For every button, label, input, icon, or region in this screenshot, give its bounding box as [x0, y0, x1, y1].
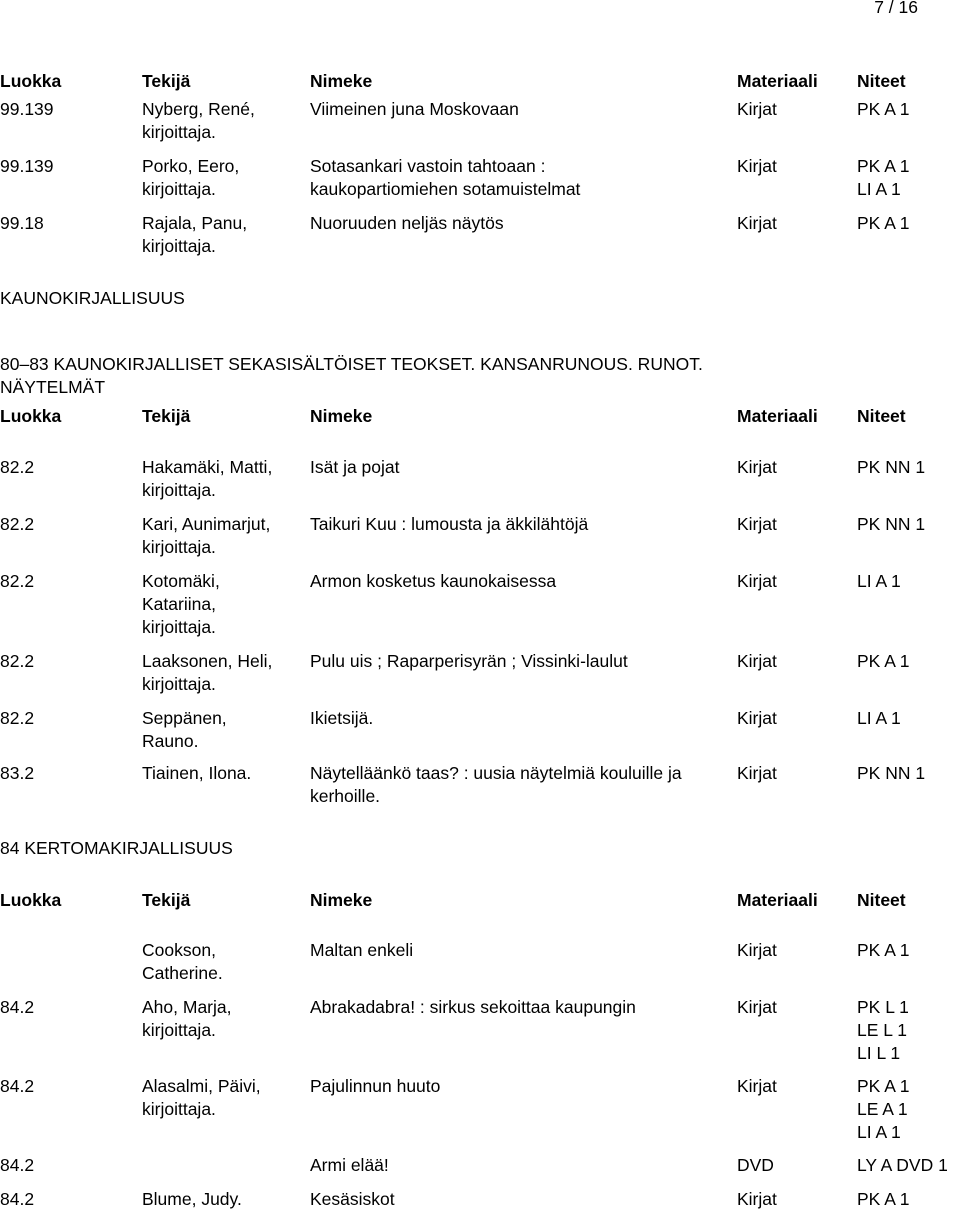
cell-tekija: [142, 707, 227, 753]
cell-niteet: PK A 1: [857, 651, 910, 671]
page-number: 7 / 16: [874, 0, 918, 17]
nimeke-line: kerhoille.: [310, 786, 381, 806]
tekija-line: Hakamäki, Matti,: [142, 457, 273, 477]
header-tekija: Tekijä: [142, 406, 191, 426]
cell-nimeke: Ikietsijä.: [310, 708, 374, 728]
cell-tekija: Tiainen, Ilona.: [142, 763, 252, 783]
cell-materiaali: Kirjat: [737, 940, 777, 960]
cell-niteet: [857, 155, 910, 201]
cell-luokka: 82.2: [0, 457, 35, 477]
tekija-line: Rajala, Panu,: [142, 213, 248, 233]
cell-materiaali: Kirjat: [737, 457, 777, 477]
cell-nimeke: Taikuri Kuu : lumousta ja äkkilähtöjä: [310, 514, 589, 534]
header-luokka: Luokka: [0, 890, 62, 910]
cell-tekija: [142, 98, 255, 144]
cell-nimeke: [310, 155, 580, 201]
tekija-line: kirjoittaja.: [142, 179, 216, 199]
niteet-line: LE A 1: [857, 1099, 908, 1119]
table-header: [0, 70, 960, 94]
cell-materiaali: Kirjat: [737, 997, 777, 1017]
cell-niteet: PK A 1: [857, 940, 910, 960]
header-luokka: Luokka: [0, 406, 62, 426]
niteet-line: LI A 1: [857, 1122, 901, 1142]
header-niteet: Niteet: [857, 406, 906, 426]
table-header: [0, 889, 960, 913]
niteet-line: LE L 1: [857, 1020, 907, 1040]
cell-niteet: PK NN 1: [857, 763, 926, 783]
cell-nimeke: Armon kosketus kaunokaisessa: [310, 571, 557, 591]
header-nimeke: Nimeke: [310, 890, 373, 910]
cell-niteet: LI A 1: [857, 571, 901, 591]
cell-tekija: [142, 456, 272, 502]
tekija-line: kirjoittaja.: [142, 480, 216, 500]
cell-materiaali: DVD: [737, 1155, 774, 1175]
tekija-line: Alasalmi, Päivi,: [142, 1076, 261, 1096]
cell-materiaali: Kirjat: [737, 1076, 777, 1096]
cell-tekija: [142, 1075, 261, 1121]
cell-luokka: 84.2: [0, 1189, 35, 1209]
cell-tekija: [142, 513, 270, 559]
tekija-line: Seppänen,: [142, 708, 227, 728]
cell-materiaali: Kirjat: [737, 156, 777, 176]
section-heading-line: NÄYTELMÄT: [0, 377, 106, 397]
tekija-line: kirjoittaja.: [142, 236, 216, 256]
cell-luokka: 99.139: [0, 99, 54, 119]
tekija-line: Kari, Aunimarjut,: [142, 514, 271, 534]
cell-luokka: 84.2: [0, 1076, 35, 1096]
header-materiaali: Materiaali: [737, 406, 818, 426]
tekija-line: Rauno.: [142, 731, 199, 751]
nimeke-line: Sotasankari vastoin tahtoaan :: [310, 156, 546, 176]
cell-luokka: 84.2: [0, 1155, 35, 1175]
cell-niteet: PK A 1: [857, 99, 910, 119]
cell-tekija: [142, 155, 239, 201]
cell-luokka: 83.2: [0, 763, 35, 783]
cell-materiaali: Kirjat: [737, 708, 777, 728]
cell-tekija: Blume, Judy.: [142, 1189, 242, 1209]
cell-niteet: PK A 1: [857, 213, 910, 233]
cell-luokka: 82.2: [0, 708, 35, 728]
header-niteet: Niteet: [857, 71, 906, 91]
cell-nimeke: Pajulinnun huuto: [310, 1076, 441, 1096]
section-heading: [0, 353, 703, 399]
niteet-line: PK A 1: [857, 156, 910, 176]
tekija-line: kirjoittaja.: [142, 122, 216, 142]
niteet-line: PK L 1: [857, 997, 909, 1017]
cell-materiaali: Kirjat: [737, 651, 777, 671]
cell-niteet: LI A 1: [857, 708, 901, 728]
cell-nimeke: Pulu uis ; Raparperisyrän ; Vissinki-laulut: [310, 651, 628, 671]
cell-niteet: PK A 1: [857, 1189, 910, 1209]
tekija-line: Aho, Marja,: [142, 997, 232, 1017]
cell-nimeke: Maltan enkeli: [310, 940, 414, 960]
tekija-line: Catherine.: [142, 963, 223, 983]
cell-niteet: PK NN 1: [857, 514, 926, 534]
cell-nimeke: Kesäsiskot: [310, 1189, 395, 1209]
cell-nimeke: Armi elää!: [310, 1155, 389, 1175]
header-materiaali: Materiaali: [737, 71, 818, 91]
header-niteet: Niteet: [857, 890, 906, 910]
header-materiaali: Materiaali: [737, 890, 818, 910]
tekija-line: kirjoittaja.: [142, 617, 216, 637]
niteet-line: LI L 1: [857, 1043, 901, 1063]
cell-materiaali: Kirjat: [737, 571, 777, 591]
cell-tekija: [142, 650, 272, 696]
tekija-line: kirjoittaja.: [142, 674, 216, 694]
nimeke-line: kaukopartiomiehen sotamuistelmat: [310, 179, 581, 199]
cell-niteet: [857, 1075, 910, 1144]
header-tekija: Tekijä: [142, 890, 191, 910]
cell-niteet: [857, 996, 909, 1065]
cell-nimeke: [310, 762, 682, 808]
cell-materiaali: Kirjat: [737, 1189, 777, 1209]
cell-luokka: 82.2: [0, 514, 35, 534]
cell-nimeke: Abrakadabra! : sirkus sekoittaa kaupungin: [310, 997, 636, 1017]
cell-luokka: 82.2: [0, 571, 35, 591]
nimeke-line: Näytelläänkö taas? : uusia näytelmiä kouluille ja: [310, 763, 682, 783]
cell-tekija: [142, 212, 247, 258]
tekija-line: Kotomäki,: [142, 571, 220, 591]
cell-tekija: [142, 570, 220, 639]
cell-nimeke: Isät ja pojat: [310, 457, 400, 477]
cell-niteet: PK NN 1: [857, 457, 926, 477]
tekija-line: Porko, Eero,: [142, 156, 240, 176]
tekija-line: Laaksonen, Heli,: [142, 651, 273, 671]
tekija-line: Katariina,: [142, 594, 216, 614]
cell-luokka: 84.2: [0, 997, 35, 1017]
cell-nimeke: Viimeinen juna Moskovaan: [310, 99, 519, 119]
cell-materiaali: Kirjat: [737, 514, 777, 534]
cell-luokka: 99.139: [0, 156, 54, 176]
cell-materiaali: Kirjat: [737, 213, 777, 233]
cell-tekija: [142, 939, 223, 985]
section-heading-line: 80–83 KAUNOKIRJALLISET SEKASISÄLTÖISET TEOKSET. KANSANRUNOUS. RUNOT.: [0, 354, 703, 374]
cell-luokka: 99.18: [0, 213, 44, 233]
niteet-line: PK A 1: [857, 1076, 910, 1096]
header-luokka: Luokka: [0, 71, 62, 91]
tekija-line: kirjoittaja.: [142, 537, 216, 557]
table-header: [0, 405, 960, 429]
header-nimeke: Nimeke: [310, 71, 373, 91]
section-heading: 84 KERTOMAKIRJALLISUUS: [0, 838, 233, 858]
niteet-line: LI A 1: [857, 179, 901, 199]
tekija-line: kirjoittaja.: [142, 1099, 216, 1119]
tekija-line: Nyberg, René,: [142, 99, 255, 119]
cell-niteet: LY A DVD 1: [857, 1155, 948, 1175]
tekija-line: kirjoittaja.: [142, 1020, 216, 1040]
cell-luokka: 82.2: [0, 651, 35, 671]
header-nimeke: Nimeke: [310, 406, 373, 426]
cell-materiaali: Kirjat: [737, 99, 777, 119]
cell-nimeke: Nuoruuden neljäs näytös: [310, 213, 504, 233]
cell-tekija: [142, 996, 231, 1042]
tekija-line: Cookson,: [142, 940, 216, 960]
header-tekija: Tekijä: [142, 71, 191, 91]
section-heading: KAUNOKIRJALLISUUS: [0, 288, 185, 308]
cell-materiaali: Kirjat: [737, 763, 777, 783]
